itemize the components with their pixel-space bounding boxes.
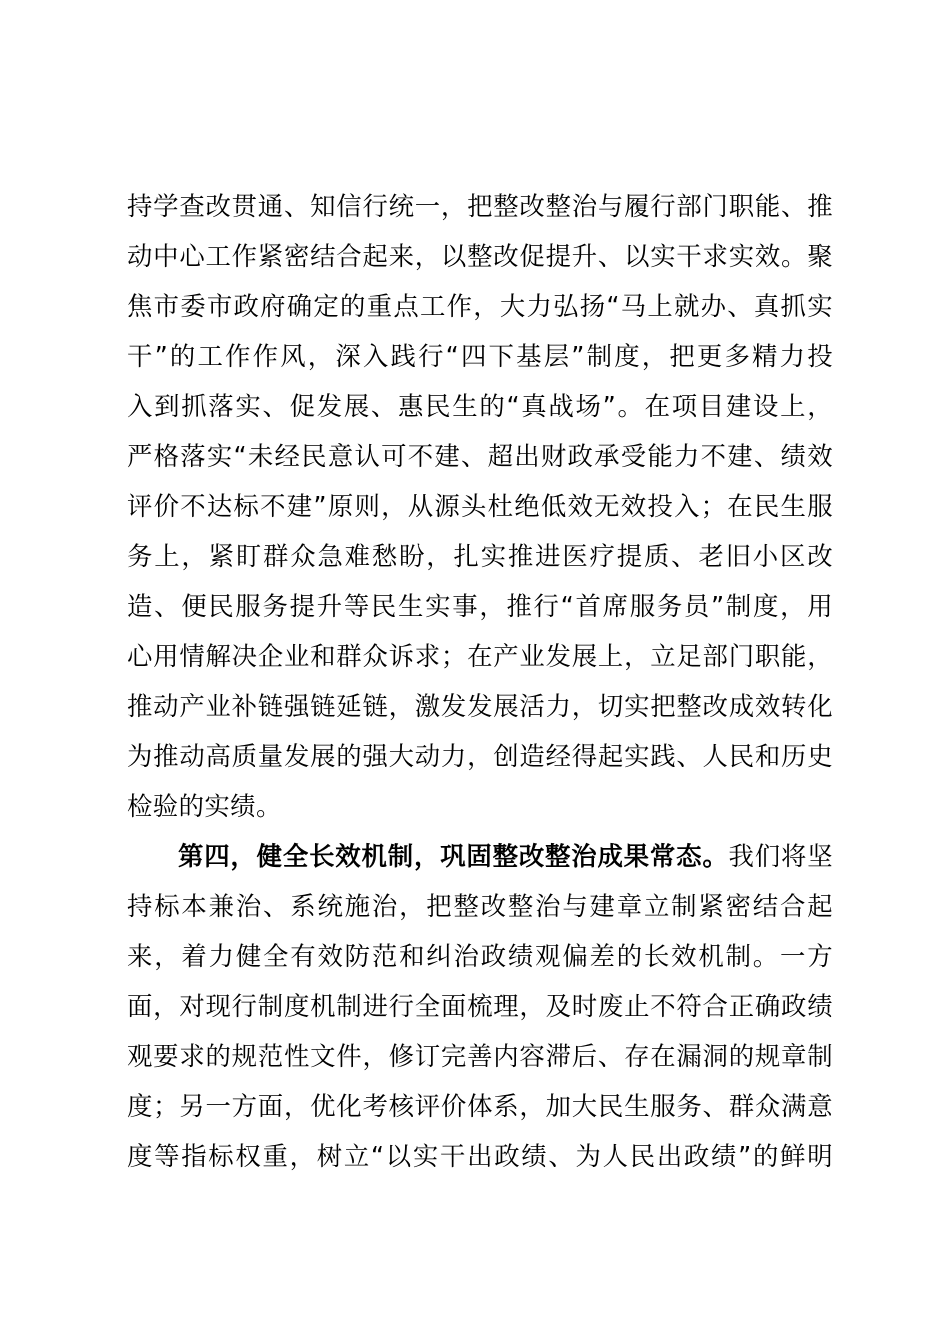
paragraph-1-line-4: 干”的工作作风，深入践行“四下基层”制度，把更多精力投 <box>127 341 833 371</box>
paragraph-1-line-9: 造、便民服务提升等民生实事，推行“首席服务员”制度，用 <box>127 591 833 621</box>
paragraph-1-line-10: 心用情解决企业和群众诉求；在产业发展上，立足部门职能， <box>127 641 833 671</box>
paragraph-1-line-1: 持学查改贯通、知信行统一，把整改整治与履行部门职能、推 <box>127 191 833 221</box>
paragraph-1-line-13: 检验的实绩。 <box>127 791 282 821</box>
paragraph-2-line-4: 面，对现行制度机制进行全面梳理，及时废止不符合正确政绩 <box>127 991 833 1021</box>
paragraph-1-line-7: 评价不达标不建”原则，从源头杜绝低效无效投入；在民生服 <box>127 491 833 521</box>
paragraph-1-line-8: 务上，紧盯群众急难愁盼，扎实推进医疗提质、老旧小区改 <box>127 541 833 571</box>
paragraph-1-line-5: 入到抓落实、促发展、惠民生的“真战场”。在项目建设上， <box>127 391 833 421</box>
paragraph-2-line-5: 观要求的规范性文件，修订完善内容滞后、存在漏洞的规章制 <box>127 1041 833 1071</box>
paragraph-1-line-11: 推动产业补链强链延链，激发发展活力，切实把整改成效转化 <box>127 691 833 721</box>
paragraph-1-line-3: 焦市委市政府确定的重点工作，大力弘扬“马上就办、真抓实 <box>127 291 833 321</box>
paragraph-2-line-2: 持标本兼治、系统施治，把整改整治与建章立制紧密结合起 <box>127 891 833 921</box>
paragraph-1-line-12: 为推动高质量发展的强大动力，创造经得起实践、人民和历史 <box>127 741 833 771</box>
section-heading-continuation: 我们将坚 <box>728 841 833 871</box>
paragraph-2-line-6: 度；另一方面，优化考核评价体系，加大民生服务、群众满意 <box>127 1091 833 1121</box>
section-heading: 第四，健全长效机制，巩固整改整治成果常态。 <box>178 841 729 871</box>
paragraph-1-line-6: 严格落实“未经民意认可不建、超出财政承受能力不建、绩效 <box>127 441 833 471</box>
paragraph-2-line-1 <box>178 836 833 876</box>
paragraph-2-line-7: 度等指标权重，树立“以实干出政绩、为人民出政绩”的鲜明 <box>127 1141 833 1171</box>
paragraph-1-line-2: 动中心工作紧密结合起来，以整改促提升、以实干求实效。聚 <box>127 241 833 271</box>
paragraph-2-line-3: 来，着力健全有效防范和纠治政绩观偏差的长效机制。一方 <box>127 941 833 971</box>
